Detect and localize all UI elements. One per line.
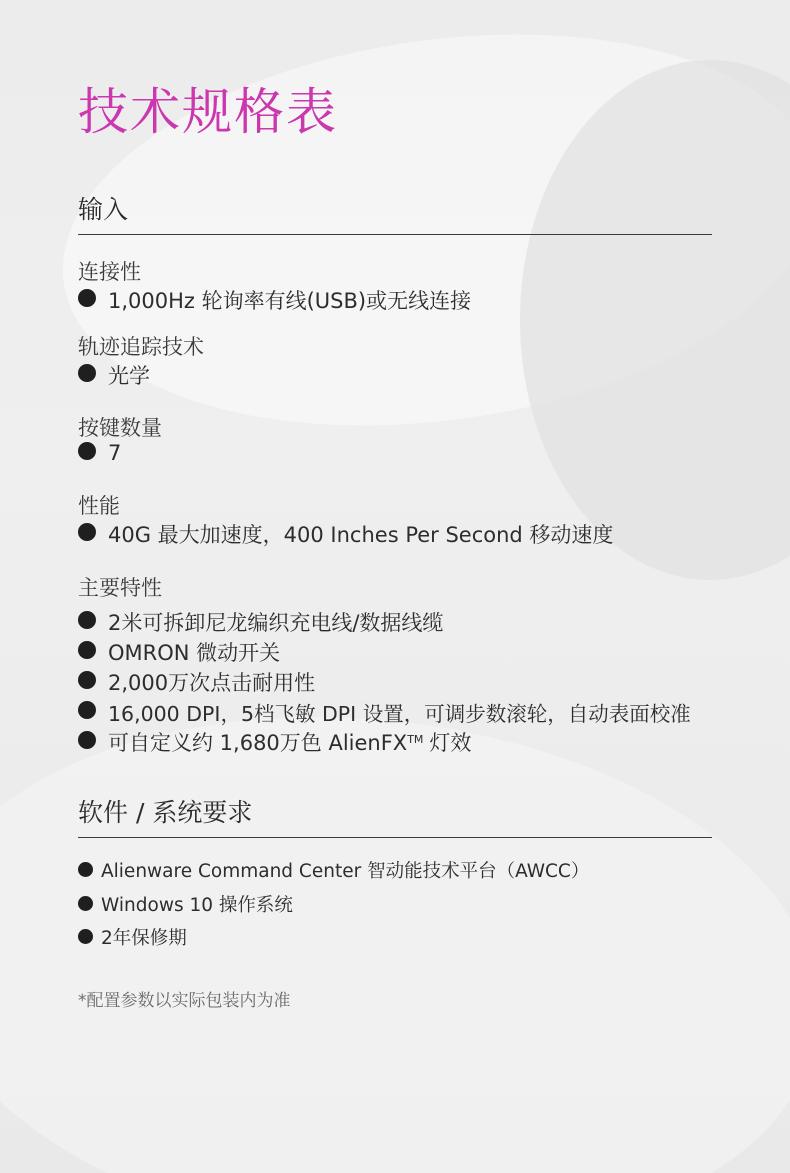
bullet-icon xyxy=(78,641,96,659)
bullet-icon xyxy=(78,442,96,460)
bullet-icon xyxy=(78,929,93,944)
spec-item: OMRON 微动开关 xyxy=(78,637,280,667)
spec-label-buttons: 按键数量 xyxy=(78,416,162,440)
spec-item: 40G 最大加速度，400 Inches Per Second 移动速度 xyxy=(78,519,613,549)
bullet-icon xyxy=(78,364,96,382)
spec-label-performance: 性能 xyxy=(78,494,120,518)
trademark-mark: TM xyxy=(407,732,424,746)
spec-item: Alienware Command Center 智动能技术平台（AWCC） xyxy=(78,857,589,883)
bullet-icon xyxy=(78,701,96,719)
bullet-icon xyxy=(78,671,96,689)
bullet-icon xyxy=(78,896,93,911)
bullet-icon xyxy=(78,731,96,749)
spec-item: 1,000Hz 轮询率有线(USB)或无线连接 xyxy=(78,285,471,315)
spec-item: 2,000万次点击耐用性 xyxy=(78,667,315,697)
bullet-icon xyxy=(78,862,93,877)
spec-item: 2米可拆卸尼龙编织充电线/数据线缆 xyxy=(78,607,443,637)
bullet-icon xyxy=(78,611,96,629)
footnote: *配置参数以实际包装内为准 xyxy=(78,991,291,1011)
bullet-icon xyxy=(78,289,96,307)
spec-item: Windows 10 操作系统 xyxy=(78,891,293,917)
spec-label-features: 主要特性 xyxy=(78,576,162,600)
spec-item: 7 xyxy=(78,441,121,465)
spec-item: 可自定义约 1,680万色 AlienFX ™ 灯效 xyxy=(78,727,471,757)
section-heading-software: 软件 / 系统要求 xyxy=(78,793,712,838)
spec-item: 光学 xyxy=(78,360,150,390)
spec-item: 16,000 DPI，5档飞敏 DPI 设置，可调步数滚轮，自动表面校准 xyxy=(78,697,691,727)
section-heading-input: 输入 xyxy=(78,190,712,235)
bullet-icon xyxy=(78,523,96,541)
page-title: 技术规格表 xyxy=(78,72,338,144)
spec-label-tracking: 轨迹追踪技术 xyxy=(78,335,204,359)
spec-label-connectivity: 连接性 xyxy=(78,260,141,284)
spec-item: 2年保修期 xyxy=(78,924,187,950)
